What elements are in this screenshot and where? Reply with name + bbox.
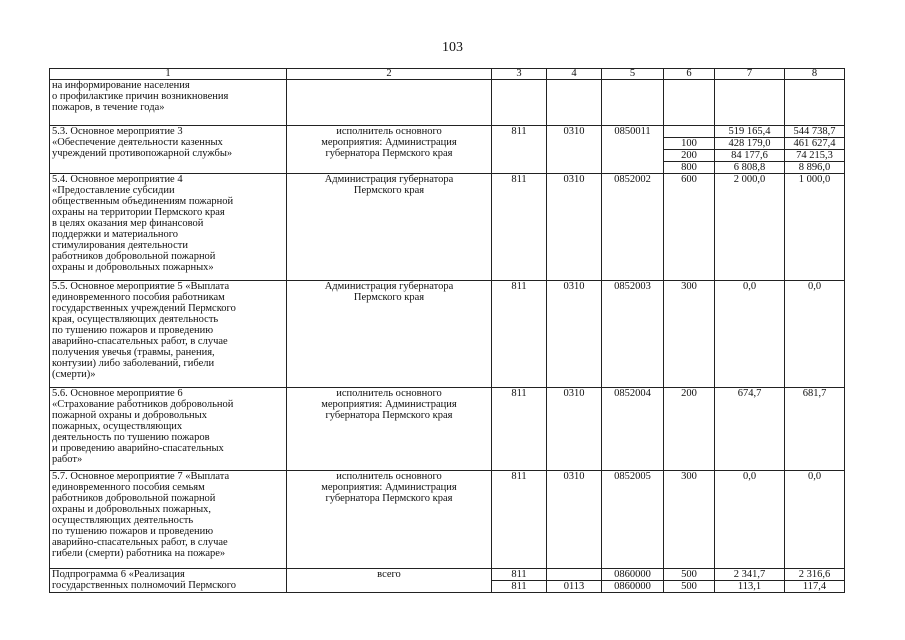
cell-value-2-group: [785, 126, 845, 174]
header-cell: 1: [50, 69, 287, 80]
cell-value-1: 428 179,0: [715, 138, 784, 150]
cell-type: 200: [664, 150, 714, 162]
cell-value-1: 6 808,8: [733, 162, 766, 173]
measure-description: 5.3. Основное мероприятие 3 «Обеспечение деятельности казенных учреждений противопожарной службы»: [50, 126, 287, 174]
table-row: [50, 569, 845, 581]
cell-type: [664, 126, 714, 138]
executor: исполнитель основного мероприятия: Администрация губернатора Пермского края: [287, 388, 492, 471]
cell-target: 0852005: [602, 471, 664, 569]
cell-type: 300: [664, 281, 715, 388]
cell-type-group: [664, 126, 715, 174]
cell-value-1-group: [715, 126, 785, 174]
table-row: [50, 388, 845, 471]
cell-section: 0310: [547, 388, 602, 471]
cell-section: [547, 569, 602, 581]
cell-value-2: 117,4: [785, 581, 845, 593]
cell-value-2: 0,0: [785, 281, 845, 388]
table-row: [50, 471, 845, 569]
table-row: [50, 126, 845, 174]
cell-value-1: 519 165,4: [715, 126, 784, 138]
cell-target: 0852004: [602, 388, 664, 471]
cell-value-1: 113,1: [715, 581, 785, 593]
cell-value-2: 681,7: [785, 388, 845, 471]
table-row: [50, 174, 845, 281]
measure-description: 5.7. Основное мероприятие 7 «Выплата единовременного пособия семьям работников добровольной пожарной охраны и добровольных пожарных, осуществляющих деятельность по тушению пожаров и проведению аварийно-спасательных работ, в случае гибели (смерти) работника на пожаре»: [50, 471, 287, 569]
cell-code: [492, 80, 547, 126]
cell-type: 500: [664, 581, 715, 593]
measure-description: на информирование населения о профилактике причин возникновения пожаров, в течение года»: [50, 80, 287, 126]
executor: исполнитель основного мероприятия: Администрация губернатора Пермского края: [287, 126, 492, 174]
cell-value-2: 8 896,0: [798, 162, 831, 173]
cell-value-2: 461 627,4: [785, 138, 844, 150]
cell-value-1: 84 177,6: [715, 150, 784, 162]
cell-type: 600: [664, 174, 715, 281]
executor: Администрация губернатора Пермского края: [287, 174, 492, 281]
cell-target: 0850011: [602, 126, 664, 174]
subprogram-description: Подпрограмма 6 «Реализация государственных полномочий Пермского: [50, 569, 287, 593]
budget-table: [49, 68, 845, 593]
measure-description: 5.5. Основное мероприятие 5 «Выплата единовременного пособия работникам государственных учреждений Пермского края, осуществляющих деятельность по тушению пожаров и проведению аварийно-спасательных работ, в случае получения увечья (травмы, ранения, контузии) либо заболеваний, гибели (смерти)»: [50, 281, 287, 388]
cell-value-2: 544 738,7: [785, 126, 844, 138]
table-row: [50, 281, 845, 388]
header-cell: 4: [547, 69, 602, 80]
cell-type: [664, 80, 715, 126]
executor: Администрация губернатора Пермского края: [287, 281, 492, 388]
cell-type: 500: [664, 569, 715, 581]
cell-value-1: 2 341,7: [715, 569, 785, 581]
cell-section: 0310: [547, 174, 602, 281]
cell-target: [602, 80, 664, 126]
cell-section: 0113: [547, 581, 602, 593]
cell-section: 0310: [547, 471, 602, 569]
cell-value-2: [785, 80, 845, 126]
cell-section: 0310: [547, 281, 602, 388]
header-cell: 5: [602, 69, 664, 80]
cell-code: 811: [492, 471, 547, 569]
cell-type: 200: [664, 388, 715, 471]
header-cell: 7: [715, 69, 785, 80]
header-cell: 6: [664, 69, 715, 80]
cell-value-1: 0,0: [715, 281, 785, 388]
cell-target: 0852003: [602, 281, 664, 388]
executor: исполнитель основного мероприятия: Администрация губернатора Пермского края: [287, 471, 492, 569]
cell-value-2: 0,0: [785, 471, 845, 569]
cell-value-2: 1 000,0: [785, 174, 845, 281]
cell-value-1: 674,7: [715, 388, 785, 471]
cell-code: 811: [492, 281, 547, 388]
cell-section: 0310: [547, 126, 602, 174]
cell-type: 100: [664, 138, 714, 150]
cell-value-2: 2 316,6: [785, 569, 845, 581]
measure-description: 5.4. Основное мероприятие 4 «Предоставление субсидии общественным объединениям пожарной охраны на территории Пермского края в целях оказания мер финансовой поддержки и материального стимулирования деятельности работников добровольной пожарной охраны и добровольных пожарных»: [50, 174, 287, 281]
cell-value-1: 0,0: [715, 471, 785, 569]
header-cell: 2: [287, 69, 492, 80]
cell-code: 811: [492, 581, 547, 593]
cell-section: [547, 80, 602, 126]
header-cell: 3: [492, 69, 547, 80]
cell-type: 300: [664, 471, 715, 569]
cell-value-1: [715, 80, 785, 126]
table-row: [50, 80, 845, 126]
measure-description: 5.6. Основное мероприятие 6 «Страхование работников добровольной пожарной охраны и добровольных пожарных, осуществляющих деятельность по тушению пожаров и проведению аварийно-спасательных работ»: [50, 388, 287, 471]
cell-value-2: 74 215,3: [785, 150, 844, 162]
cell-code: 811: [492, 569, 547, 581]
header-cell: 8: [785, 69, 845, 80]
cell-value-1: 2 000,0: [715, 174, 785, 281]
executor: всего: [287, 569, 492, 593]
cell-code: 811: [492, 174, 547, 281]
cell-target: 0852002: [602, 174, 664, 281]
executor: [287, 80, 492, 126]
cell-target: 0860000: [602, 569, 664, 581]
cell-target: 0860000: [602, 581, 664, 593]
cell-type: 800: [681, 162, 697, 173]
page-number: 103: [442, 40, 463, 55]
cell-code: 811: [492, 126, 547, 174]
header-row: [50, 69, 845, 80]
cell-code: 811: [492, 388, 547, 471]
